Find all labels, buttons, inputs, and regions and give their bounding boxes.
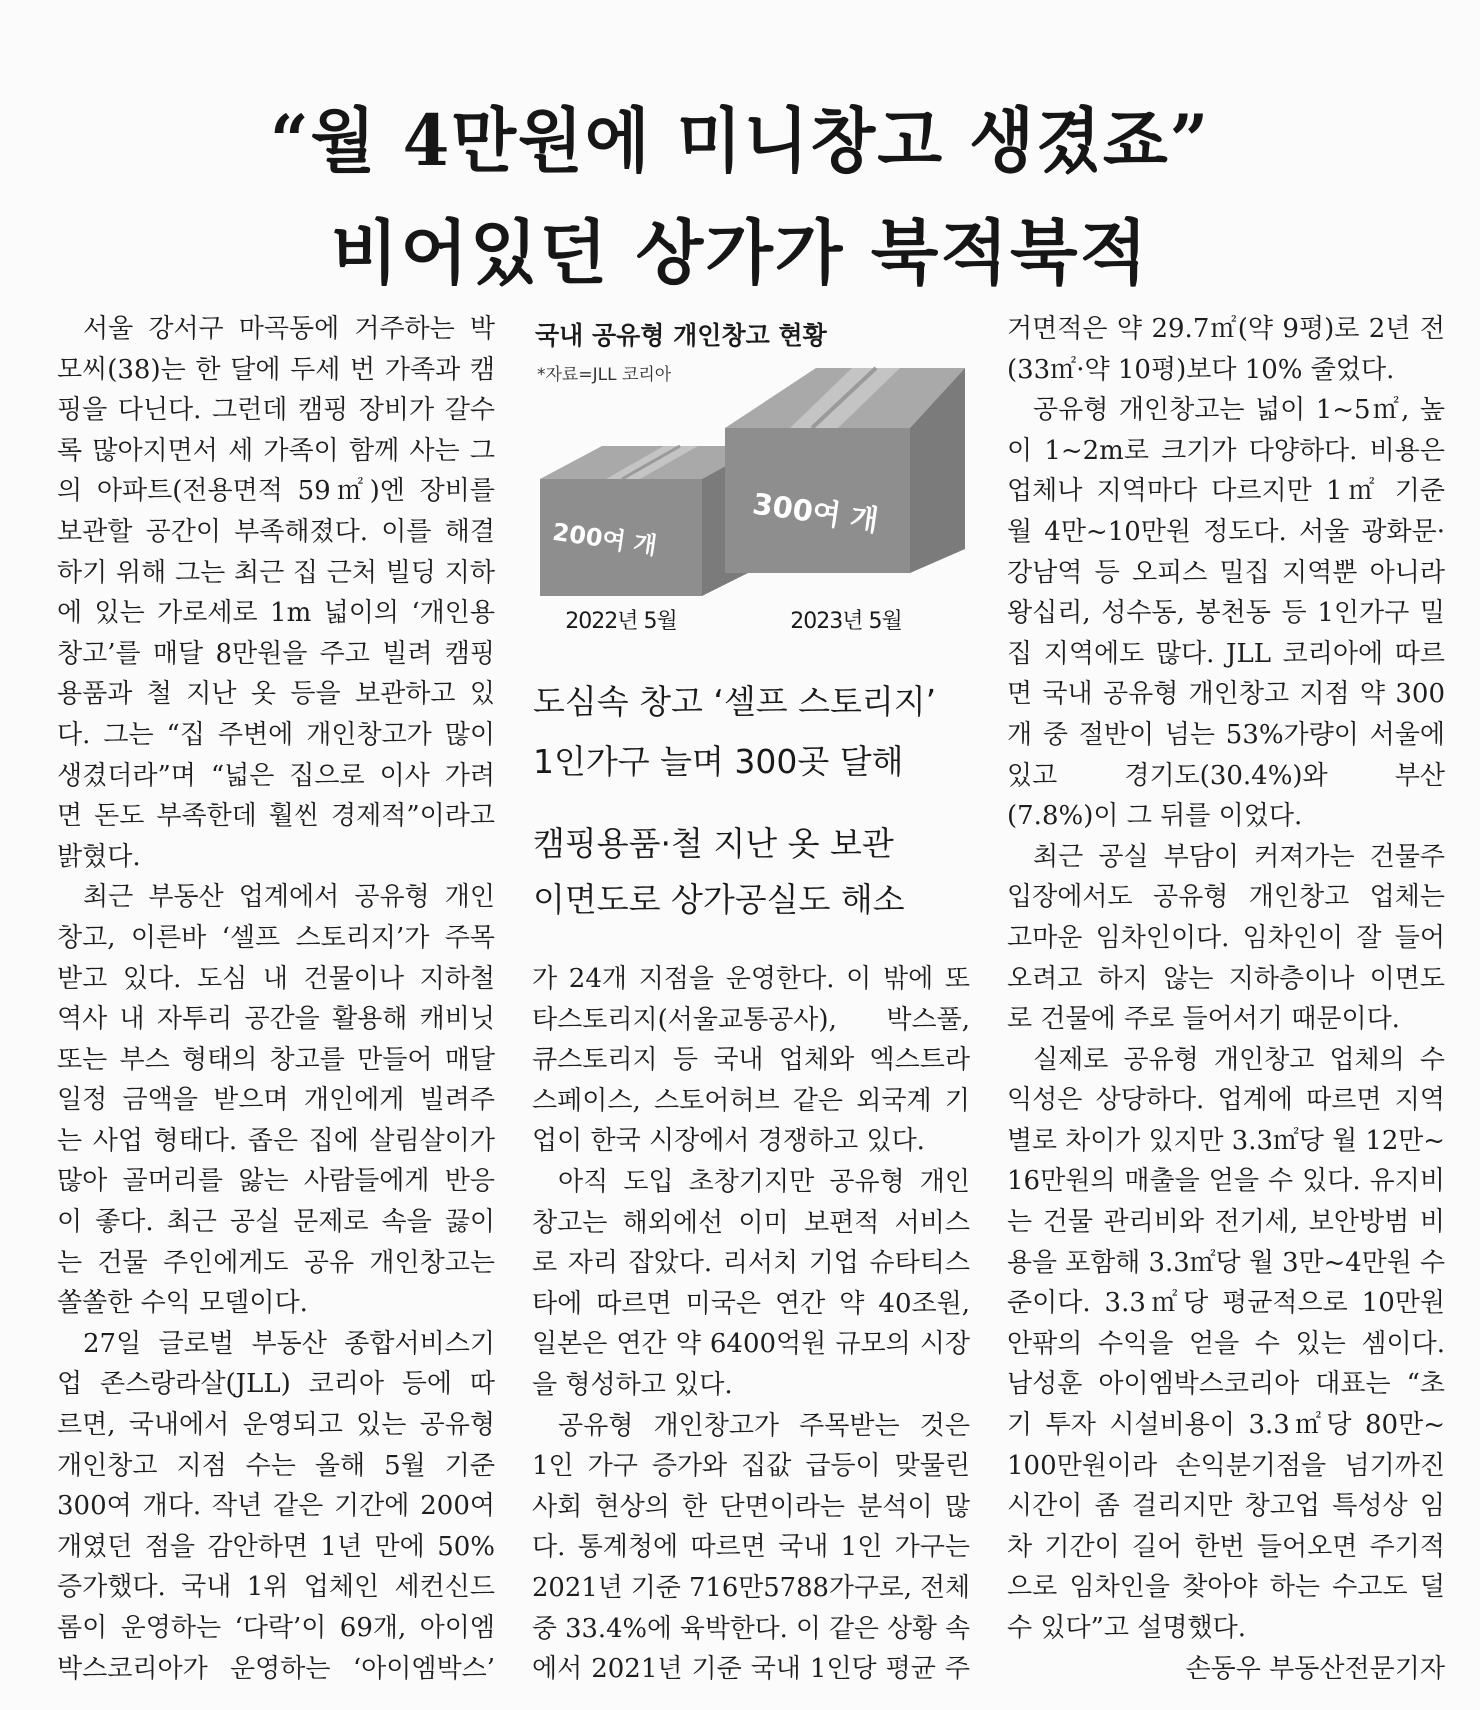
article-line: 면 국내 공유형 개인창고 지점 약 300: [1007, 679, 1445, 710]
article-line: 입장에서도 공유형 개인창고 업체는: [1007, 882, 1445, 913]
article-line: 업 존스랑라살(JLL) 코리아 등에 따: [57, 1369, 495, 1400]
article-line: 공유형 개인창고는 넓이 1~5㎡, 높: [1033, 395, 1445, 426]
article-line: 는 건물 주인에게도 공유 개인창고는: [57, 1247, 495, 1278]
article-line: 이 좋다. 최근 공실 문제로 속을 끓이: [57, 1207, 495, 1238]
article-line: 중 33.4%에 육박한다. 이 같은 상황 속: [532, 1613, 970, 1644]
article-line: 용품과 철 지난 옷 등을 보관하고 있: [57, 679, 495, 710]
article-line: 1인 가구 증가와 집값 급등이 맞물린: [532, 1451, 970, 1482]
article-line: 가 24개 지점을 운영한다. 이 밖에 또: [532, 964, 970, 994]
article-line: 타스토리지(서울교통공사), 박스풀,: [532, 1004, 970, 1035]
article-line: 또는 부스 형태의 창고를 만들어 매달: [57, 1044, 495, 1075]
article-line: 기 투자 시설비용이 3.3㎡당 80만~: [1007, 1410, 1445, 1441]
article-line: 역사 내 자투리 공간을 활용해 캐비닛: [57, 1004, 495, 1035]
article-line: 차 기간이 길어 한번 들어오면 주기적: [1007, 1531, 1445, 1562]
article-line: 을 형성하고 있다.: [532, 1369, 733, 1400]
article-line: 쏠쏠한 수익 모델이다.: [57, 1288, 308, 1319]
article-line: 록 많아지면서 세 가족이 함께 사는 그: [57, 435, 495, 466]
article-line: 수 있다”고 설명했다.: [1007, 1613, 1247, 1643]
article-line: 밝혔다.: [57, 841, 141, 872]
article-line: 르면, 국내에서 운영되고 있는 공유형: [57, 1410, 495, 1441]
article-line: 있고 경기도(30.4%)와 부산: [1007, 760, 1445, 791]
article-line: 스페이스, 스토어허브 같은 외국계 기: [532, 1085, 970, 1116]
article-line: 안팎의 수익을 얻을 수 있는 셈이다.: [1007, 1328, 1445, 1359]
article-column-1: [57, 309, 495, 1689]
article-line: 는 사업 형태다. 좁은 집에 살림살이가: [57, 1125, 495, 1156]
subhead-4: 이면도로 상가공실도 해소: [533, 880, 905, 919]
article-line: 생겼더라”며 “넓은 집으로 이사 가려: [57, 760, 495, 791]
article-line: 일정 금액을 받으며 개인에게 빌려주: [57, 1085, 495, 1116]
article-column-3: [1007, 309, 1445, 1689]
article-line: 모씨(38)는 한 달에 두세 번 가족과 캠: [57, 354, 495, 385]
box-2022-year: 2022년 5월: [565, 609, 677, 634]
article-line: 300여 개다. 작년 같은 기간에 200여: [57, 1491, 495, 1522]
article-line: 에서 2021년 기준 국내 1인당 평균 주: [532, 1654, 970, 1685]
article-line: 창고, 이른바 ‘셀프 스토리지’가 주목: [57, 922, 495, 953]
article-line: 업이 한국 시장에서 경쟁하고 있다.: [532, 1126, 925, 1157]
article-line: 일본은 연간 약 6400억원 규모의 시장: [532, 1329, 970, 1360]
article-line: 로 자리 잡았다. 리서치 기업 슈타티스: [532, 1248, 970, 1279]
article-line: 큐스토리지 등 국내 업체와 엑스트라: [532, 1045, 970, 1076]
graphic-title: 국내 공유형 개인창고 현황: [535, 321, 827, 350]
article-line: 2021년 기준 716만5788가구로, 전체: [532, 1572, 971, 1603]
article-line: 하기 위해 그는 최근 집 근처 빌딩 지하: [57, 557, 495, 588]
article-line: 최근 공실 부담이 커져가는 건물주: [1033, 841, 1445, 872]
article-column-2: [532, 959, 970, 1690]
article-line: 별로 차이가 있지만 3.3㎡당 월 12만~: [1007, 1125, 1445, 1156]
article-line: 준이다. 3.3㎡당 평균적으로 10만원: [1007, 1288, 1445, 1319]
box-2022-label: 200여 개: [550, 517, 659, 561]
article-line: 공유형 개인창고가 주목받는 것은: [558, 1410, 970, 1441]
article-line: 이 1~2m로 크기가 다양하다. 비용은: [1007, 435, 1445, 466]
byline: 손동우 부동산전문기자: [1185, 1653, 1445, 1684]
article-line: 창고는 해외에선 이미 보편적 서비스: [532, 1207, 970, 1238]
article-line: 용을 포함해 3.3㎡당 월 3만~4만원 수: [1007, 1247, 1445, 1278]
article-line: 시간이 좀 걸리지만 창고업 특성상 임: [1007, 1491, 1445, 1522]
article-line: (7.8%)이 그 뒤를 이었다.: [1007, 801, 1303, 832]
article-line: 다. 통계청에 따르면 국내 1인 가구는: [532, 1532, 970, 1563]
article-line: 박스코리아가 운영하는 ‘아이엠박스’: [57, 1653, 495, 1684]
article-line: 왕십리, 성수동, 봉천동 등 1인가구 밀: [1007, 598, 1445, 629]
article-line: 타에 따르면 미국은 연간 약 40조원,: [532, 1288, 970, 1319]
headline-line-2: 비어있던 상가가 북적북적: [330, 210, 1150, 294]
article-line: 100만원이라 손익분기점을 넘기까진: [1007, 1450, 1445, 1481]
box-2023-label: 300여 개: [750, 486, 881, 538]
article-line: 월 4만~10만원 정도다. 서울 광화문·: [1007, 516, 1445, 547]
article-line: 실제로 공유형 개인창고 업체의 수: [1033, 1044, 1445, 1075]
article-line: 증가했다. 국내 1위 업체인 세컨신드: [57, 1572, 495, 1603]
box-2023-year: 2023년 5월: [790, 609, 902, 634]
article-line: 최근 부동산 업계에서 공유형 개인: [83, 882, 495, 913]
article-line: 보관할 공간이 부족해졌다. 이를 해결: [57, 516, 495, 547]
storage-boxes-infographic: [520, 340, 990, 600]
article-line: 핑을 다닌다. 그런데 캠핑 장비가 갈수: [57, 395, 495, 426]
article-line: 개였던 점을 감안하면 1년 만에 50%: [57, 1531, 495, 1562]
article-line: 다. 그는 “집 주변에 개인창고가 많이: [57, 719, 495, 750]
article-line: 고마운 임차인이다. 임차인이 잘 들어: [1007, 922, 1445, 953]
article-line: 거면적은 약 29.7㎡(약 9평)로 2년 전: [1007, 314, 1445, 344]
article-line: 는 건물 관리비와 전기세, 보안방범 비: [1007, 1207, 1445, 1238]
article-line: 아직 도입 초창기지만 공유형 개인: [558, 1166, 970, 1197]
article-line: 에 있는 가로세로 1m 넓이의 ‘개인용: [57, 598, 495, 629]
article-line: 사회 현상의 한 단면이라는 분석이 많: [532, 1491, 970, 1522]
article-line: 개인창고 지점 수는 올해 5월 기준: [57, 1450, 495, 1481]
article-line: 의 아파트(전용면적 59㎡)엔 장비를: [57, 476, 495, 507]
article-line: 면 돈도 부족한데 훨씬 경제적”이라고: [57, 801, 495, 832]
subhead-1: 도심속 창고 ‘셀프 스토리지’: [533, 682, 937, 721]
article-line: 16만원의 매출을 얻을 수 있다. 유지비: [1007, 1166, 1445, 1197]
article-line: 로 건물에 주로 들어서기 때문이다.: [1007, 1004, 1400, 1035]
article-line: 개 중 절반이 넘는 53%가량이 서울에: [1007, 719, 1445, 750]
article-line: (33㎡·약 10평)보다 10% 줄었다.: [1007, 354, 1395, 385]
subhead-3: 캠핑용품·철 지난 옷 보관: [533, 824, 894, 863]
article-line: 창고’를 매달 8만원을 주고 빌려 캠핑: [57, 638, 495, 669]
article-line: 익성은 상당하다. 업계에 따르면 지역: [1007, 1085, 1445, 1116]
article-line: 남성훈 아이엠박스코리아 대표는 “초: [1007, 1369, 1445, 1400]
article-line: 받고 있다. 도심 내 건물이나 지하철: [57, 963, 495, 994]
article-line: 집 지역에도 많다. JLL 코리아에 따르: [1007, 638, 1445, 669]
article-line: 으로 임차인을 찾아야 하는 수고도 덜: [1007, 1572, 1445, 1603]
article-line: 강남역 등 오피스 밀집 지역뿐 아니라: [1007, 557, 1445, 588]
article-line: 서울 강서구 마곡동에 거주하는 박: [83, 314, 495, 344]
article-line: 롬이 운영하는 ‘다락’이 69개, 아이엠: [57, 1613, 495, 1643]
box-2023: [725, 368, 965, 573]
article-line: 오려고 하지 않는 지하층이나 이면도: [1007, 963, 1445, 994]
article-line: 많아 골머리를 앓는 사람들에게 반응: [57, 1166, 495, 1197]
headline-line-1: “월 4만원에 미니창고 생겼죠”: [269, 98, 1211, 182]
graphic-source: *자료=JLL 코리아: [537, 365, 672, 385]
article-line: 27일 글로벌 부동산 종합서비스기: [83, 1328, 495, 1359]
subhead-2: 1인가구 늘며 300곳 달해: [533, 742, 904, 781]
article-line: 업체나 지역마다 다르지만 1㎡ 기준: [1007, 476, 1445, 507]
